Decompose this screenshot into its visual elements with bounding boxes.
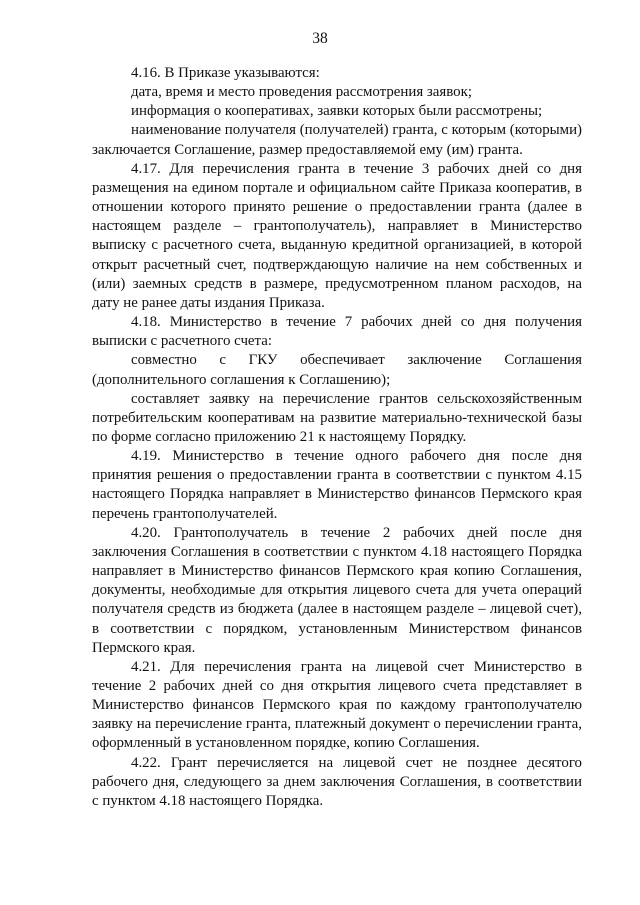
paragraph-4-16: 4.16. В Приказе указываются: [131,65,320,81]
paragraph-4-22: 4.22. Грант перечисляется на лицевой счет не позднее десятого рабочего дня, следующего за днем заключения Соглашения, в соответствии с пунктом 4.18 настоящего Порядка. [92,754,582,809]
paragraph-4-20: 4.20. Грантополучатель в течение 2 рабочих дней после дня заключения Соглашения в соответствии с пунктом 4.18 настоящего Порядка направляет в Министерство финансов Пермского края копию Соглашения, документы, необходимые для открытия лицевого счета для учета операций получателя средств из бюджета (далее в настоящем разделе – лицевой счет), в соответствии с порядком, установленным Министерством финансов Пермского края. [92,524,582,656]
paragraph-item-info: информация о кооперативах, заявки которых были рассмотрены; [131,103,543,120]
paragraph-4-19: 4.19. Министерство в течение одного рабочего дня после дня принятия решения о предоставлении гранта в соответствии с пунктом 4.15 настоящего Порядка направляет в Министерство финансов Пермского края перечень грантополучателей. [92,448,582,522]
page-number: 38 [312,30,328,47]
paragraph-4-18: 4.18. Министерство в течение 7 рабочих дней со дня получения выписки с расчетного счета: [92,314,582,350]
document-body [92,64,582,811]
paragraph-4-17: 4.17. Для перечисления гранта в течение 3 рабочих дней со дня размещения на едином портале и официальном сайте Приказа кооператив, в отношении которого принято решение о предоставлении гранта (далее в настоящем разделе – грантополучатель), направляет в Министерство выписку с расчетного счета, выданную кредитной организацией, в которой открыт расчетный счет, подтверждающую наличие на нем собственных и (или) заемных средств в размере, предусмотренном планом расходов, на дату не ранее даты издания Приказа. [92,160,582,311]
paragraph-4-21: 4.21. Для перечисления гранта на лицевой счет Министерство в течение 2 рабочих дней со дня открытия лицевого счета представляет в Министерство финансов Пермского края по каждому грантополучателю заявку на перечисление гранта, платежный документ о перечислении гранта, оформленный в установленном порядке, копию Соглашения. [92,658,582,752]
paragraph-item-application: составляет заявку на перечисление грантов сельскохозяйственным потребительским кооперативам на развитие материально-технической базы по форме согласно приложению 21 к настоящему Порядку. [92,390,582,445]
paragraph-item-date: дата, время и место проведения рассмотрения заявок; [131,84,473,101]
paragraph-item-agreement: совместно с ГКУ обеспечивает заключение Соглашения (дополнительного соглашения к Соглашению); [92,352,582,388]
paragraph-item-recipient: наименование получателя (получателей) гранта, с которым (которыми) заключается Соглашение, размер предоставляемой ему (им) гранта. [92,122,582,158]
